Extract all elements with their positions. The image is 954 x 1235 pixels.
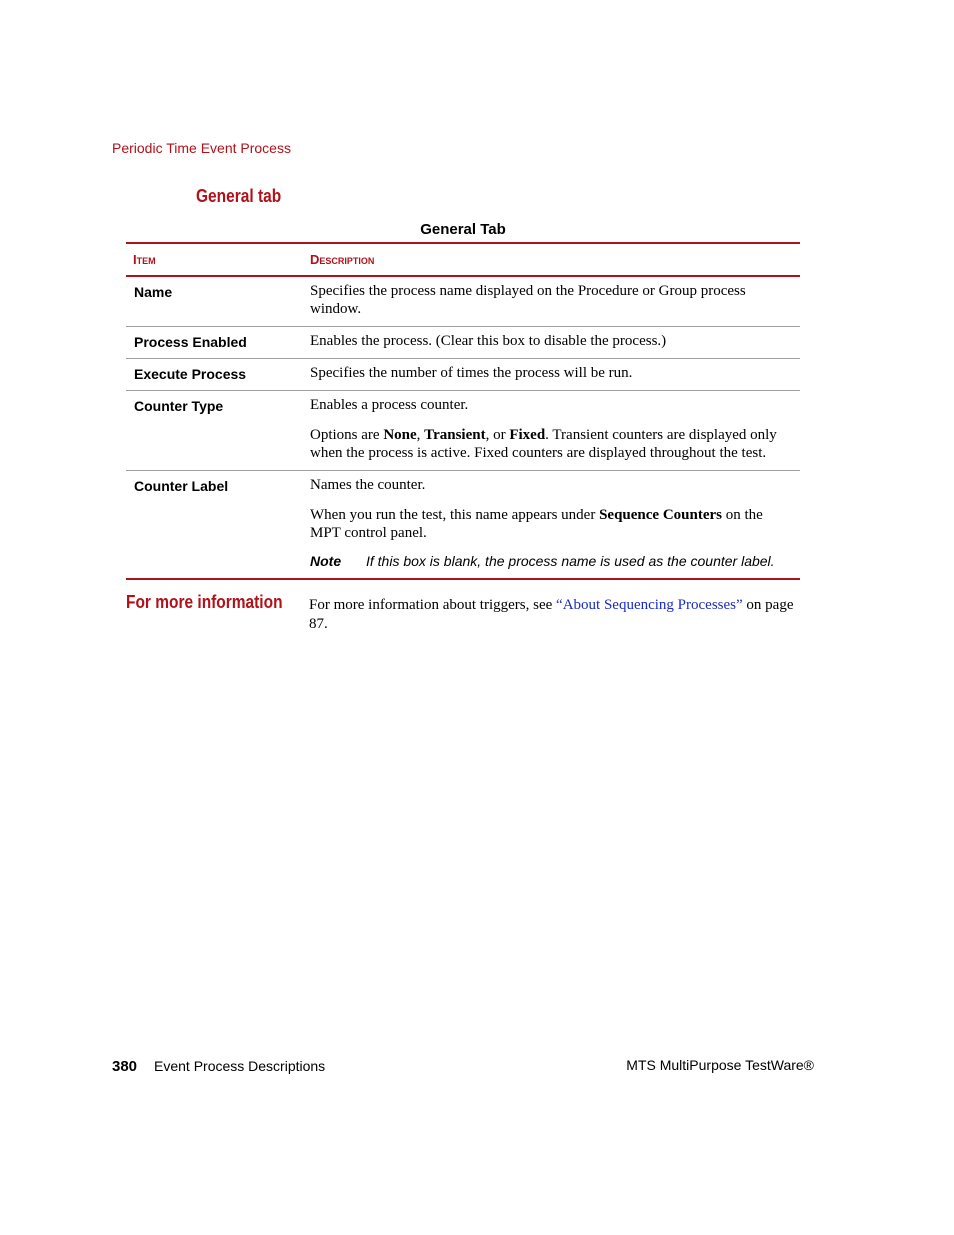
run-text: When you run the test, this name appears under Sequence Counters on the MPT control panel. xyxy=(310,507,763,541)
table-row xyxy=(126,391,800,471)
description-cell xyxy=(302,276,800,327)
item-cell: Counter Type xyxy=(126,391,302,471)
description-text: Names the counter. xyxy=(310,477,426,493)
page-number: 380 xyxy=(112,1058,138,1075)
options-text: Options are None, Transient, or Fixed. Transient counters are displayed only when the process is active. Fixed counters are displayed throughout the test. xyxy=(310,427,777,461)
description-cell xyxy=(302,391,800,471)
section-heading: General tab xyxy=(196,186,282,206)
breadcrumb: Periodic Time Event Process xyxy=(112,140,291,156)
description-cell xyxy=(302,471,800,580)
item-cell: Counter Label xyxy=(126,471,302,580)
description-cell xyxy=(302,359,800,391)
column-header-description: Description xyxy=(302,243,800,276)
description-text: Enables a process counter. xyxy=(310,397,469,413)
table-header-row xyxy=(126,243,800,276)
table-row xyxy=(126,327,800,359)
item-cell: Name xyxy=(126,276,302,327)
description-text: Specifies the process name displayed on the Procedure or Group process window. xyxy=(310,283,746,317)
item-cell: Process Enabled xyxy=(126,327,302,359)
table-row xyxy=(126,471,800,580)
column-header-item: Item xyxy=(126,243,302,276)
description-cell xyxy=(302,327,800,359)
table-row xyxy=(126,276,800,327)
more-info-text: For more information about triggers, see “About Sequencing Processes” on page 87. xyxy=(309,597,794,632)
about-sequencing-processes-link[interactable]: “About Sequencing Processes” xyxy=(556,597,743,613)
note-text: If this box is blank, the process name is used as the counter label. xyxy=(366,553,775,569)
table-row xyxy=(126,359,800,391)
table-caption: General Tab xyxy=(420,221,506,238)
footer-product: MTS MultiPurpose TestWare® xyxy=(626,1057,814,1073)
more-info-heading: For more information xyxy=(126,592,283,612)
item-cell: Execute Process xyxy=(126,359,302,391)
general-tab-table xyxy=(126,242,800,580)
note xyxy=(310,552,790,570)
footer-chapter: Event Process Descriptions xyxy=(154,1058,326,1074)
description-text: Specifies the number of times the process will be run. xyxy=(310,365,633,381)
note-label: Note xyxy=(310,553,342,569)
description-text: Enables the process. (Clear this box to disable the process.) xyxy=(310,333,667,349)
